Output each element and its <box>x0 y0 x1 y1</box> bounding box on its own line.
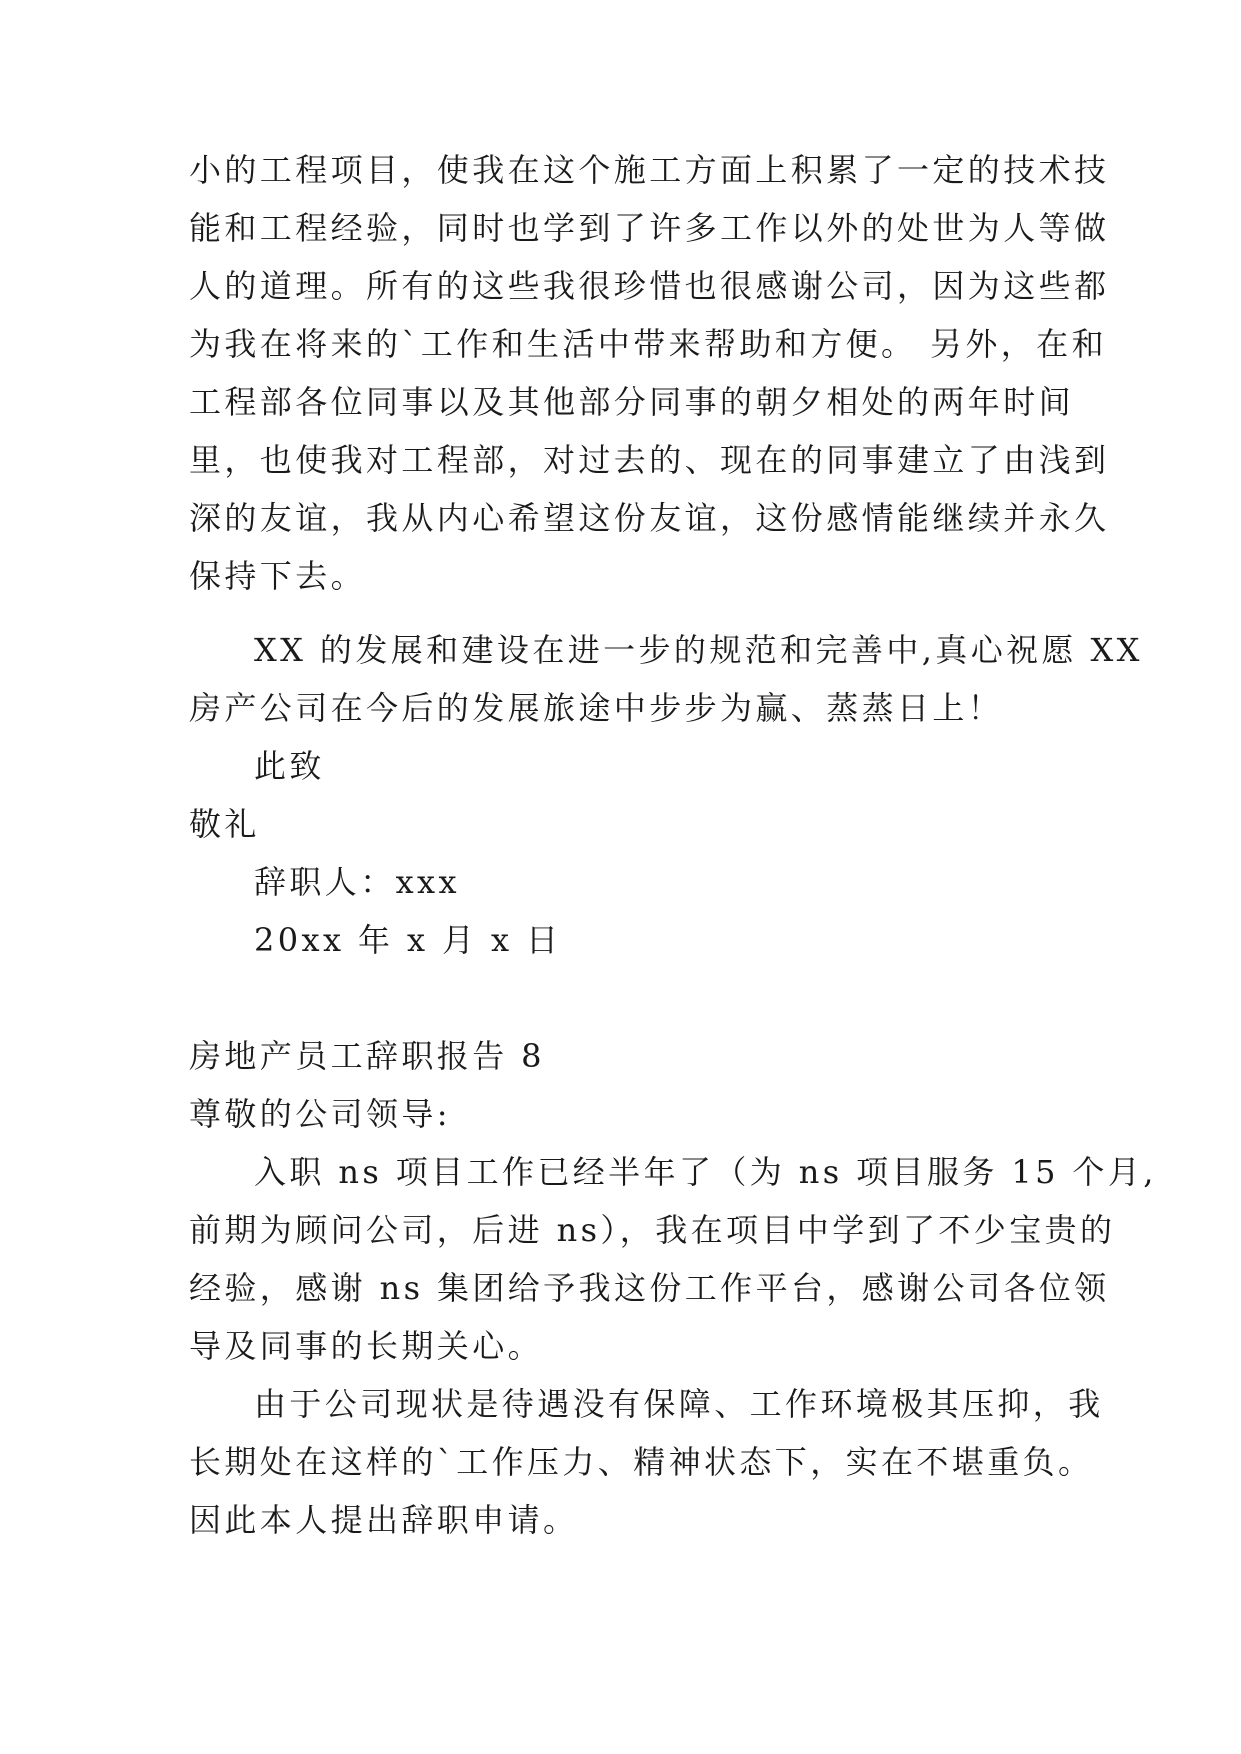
closing-salutation: 此致 <box>254 747 325 785</box>
text-line: 由于公司现状是待遇没有保障、工作环境极其压抑，我 <box>254 1385 1104 1423</box>
text-line: 长期处在这样的`工作压力、精神状态下，实在不堪重负。 <box>189 1443 1094 1481</box>
greeting: 尊敬的公司领导: <box>189 1095 451 1133</box>
text-line: 人的道理。所有的这些我很珍惜也很感谢公司，因为这些都 <box>189 267 1110 305</box>
text-line: 保持下去。 <box>189 557 367 595</box>
signature: 辞职人：xxx <box>254 863 460 901</box>
date: 20xx 年 x 月 x 日 <box>254 921 562 959</box>
text-line: 入职 ns 项目工作已经半年了（为 ns 项目服务 15 个月, <box>254 1153 1157 1191</box>
text-line: 小的工程项目，使我在这个施工方面上积累了一定的技术技 <box>189 151 1110 189</box>
section-title: 房地产员工辞职报告 8 <box>189 1037 545 1075</box>
text-line: 前期为顾问公司，后进 ns），我在项目中学到了不少宝贵的 <box>189 1211 1116 1249</box>
text-line: 经验，感谢 ns 集团给予我这份工作平台，感谢公司各位领 <box>189 1269 1110 1307</box>
text-line: 深的友谊，我从内心希望这份友谊，这份感情能继续并永久 <box>189 499 1110 537</box>
text-line: 为我在将来的`工作和生活中带来帮助和方便。 另外，在和 <box>189 325 1107 363</box>
text-line: 导及同事的长期关心。 <box>189 1327 544 1365</box>
text-line: 工程部各位同事以及其他部分同事的朝夕相处的两年时间 <box>189 383 1075 421</box>
text-line: 房产公司在今后的发展旅途中步步为赢、蒸蒸日上！ <box>189 689 1004 727</box>
text-line: 里，也使我对工程部，对过去的、现在的同事建立了由浅到 <box>189 441 1110 479</box>
text-line: XX 的发展和建设在进一步的规范和完善中,真心祝愿 XX <box>254 631 1143 669</box>
text-line: 能和工程经验，同时也学到了许多工作以外的处世为人等做 <box>189 209 1110 247</box>
text-line: 因此本人提出辞职申请。 <box>189 1501 579 1539</box>
closing-regards: 敬礼 <box>189 805 260 843</box>
